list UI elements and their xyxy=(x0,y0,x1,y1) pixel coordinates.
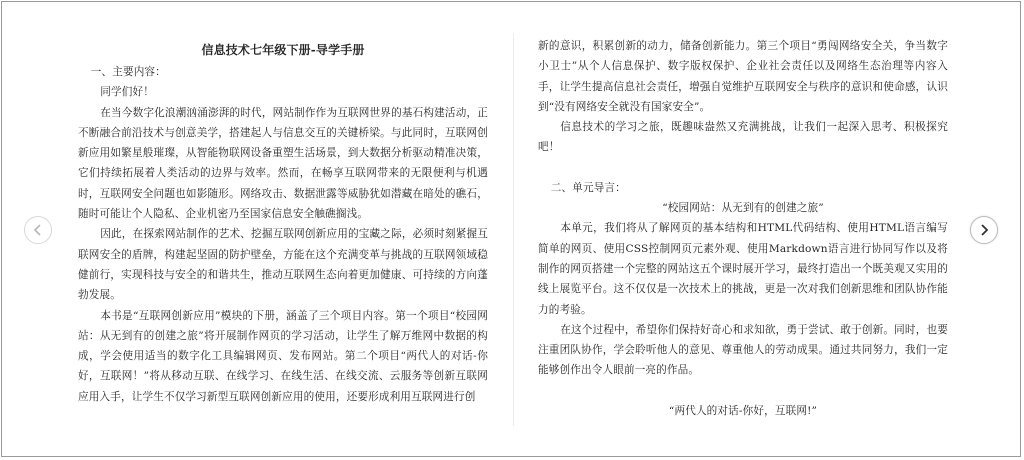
closing-line: 信息技术的学习之旅，既趣味盎然又充满挑战，让我们一起深入思考、积极探究吧！ xyxy=(538,121,948,154)
next-page-button[interactable] xyxy=(970,216,998,244)
paragraph: 在当今数字化浪潮汹涌澎湃的时代，网站制作作为互联网世界的基石构建活动，正不断融合前沿技术与创意美学，搭建起人与信息交互的关键桥梁。与此同时，互联网创新应用如繁星般璀璨，从智能物联网设备重塑生活场景，到大数据分析驱动精准决策，它们持续拓展着人类活动的边界与效率。然而，在畅享互联网带来的无限便利与机遇时，互联网安全问题也如影随形。网络攻击、数据泄露等威胁犹如潜藏在暗处的礁石，随时可能让个人隐私、企业机密乃至国家信息安全触礁搁浅。 xyxy=(78,106,488,221)
paragraph: 本书是“互联网创新应用”模块的下册，涵盖了三个项目内容。第一个项目“校园网站：从无到有的创建之旅”将开展制作网页的学习活动，让学生了解万维网中数据的构成，学会使用适当的数字化工具编辑网页、发布网站。第二个项目“两代人的对话-你好，互联网！”将从移动互联、在线学习、在线生活、在线交流、云服务等创新互联网应用入手，让学生不仅学习新型互联网创新应用的使用，还要形成利用互联网进行创 xyxy=(78,309,488,403)
previous-page-button[interactable] xyxy=(24,216,52,244)
paragraph-continued: 新的意识，积累创新的动力，储备创新能力。第三个项目“勇闯网络安全关，争当数字小卫士”从个人信息保护、数字版权保护、企业社会责任以及网络生态治理等内容入手，让学生提高信息社会责任，增强自觉维护互联网安全与秩序的意识和使命感，认识到“没有网络安全就没有国家安全”。 xyxy=(538,40,948,113)
page-divider xyxy=(513,34,514,426)
left-page xyxy=(78,40,488,407)
next-unit-title: “两代人的对话-你好，互联网!” xyxy=(668,404,818,417)
paragraph: 在这个过程中，希望你们保持好奇心和求知欲，勇于尝试、敢于创新。同时，也要注重团队协作，学会聆听他人的意见、尊重他人的劳动成果。通过共同努力，我们一定能够创作出令人眼前一亮的作品。 xyxy=(538,323,948,377)
section-heading-unit-intro: 二、单元导言： xyxy=(550,181,626,194)
chevron-right-icon xyxy=(977,223,991,237)
right-page xyxy=(538,36,948,421)
unit-title: “校园网站：从无到有的创建之旅” xyxy=(662,202,824,215)
paragraph: 本单元，我们将从了解网页的基本结构和HTML代码结构、使用HTML语言编写简单的网页、使用CSS控制网页元素外观、使用Markdown语言进行协同写作以及将制作的网页搭建一个完整的网站这五个课时展开学习，最终打造出一个既美观又实用的线上展览平台。这不仅仅是一次技术上的挑战，更是一次对我们创新思维和团队协作能力的考验。 xyxy=(538,222,948,316)
chevron-left-icon xyxy=(31,223,45,237)
section-heading-main-content: 一、主要内容： xyxy=(90,66,166,78)
paragraph: 因此，在探索网站制作的艺术、挖掘互联网创新应用的宝藏之际，必须时刻紧握互联网安全的盾牌，构建起坚固的防护壁垒，方能在这个充满变革与挑战的互联网领域稳健前行，实现科技与安全的和谐共生，推动互联网生态向着更加健康、可持续的方向蓬勃发展。 xyxy=(78,228,488,302)
greeting: 同学们好！ xyxy=(100,86,154,99)
document-title: 信息技术七年级下册-导学手册 xyxy=(201,43,365,57)
